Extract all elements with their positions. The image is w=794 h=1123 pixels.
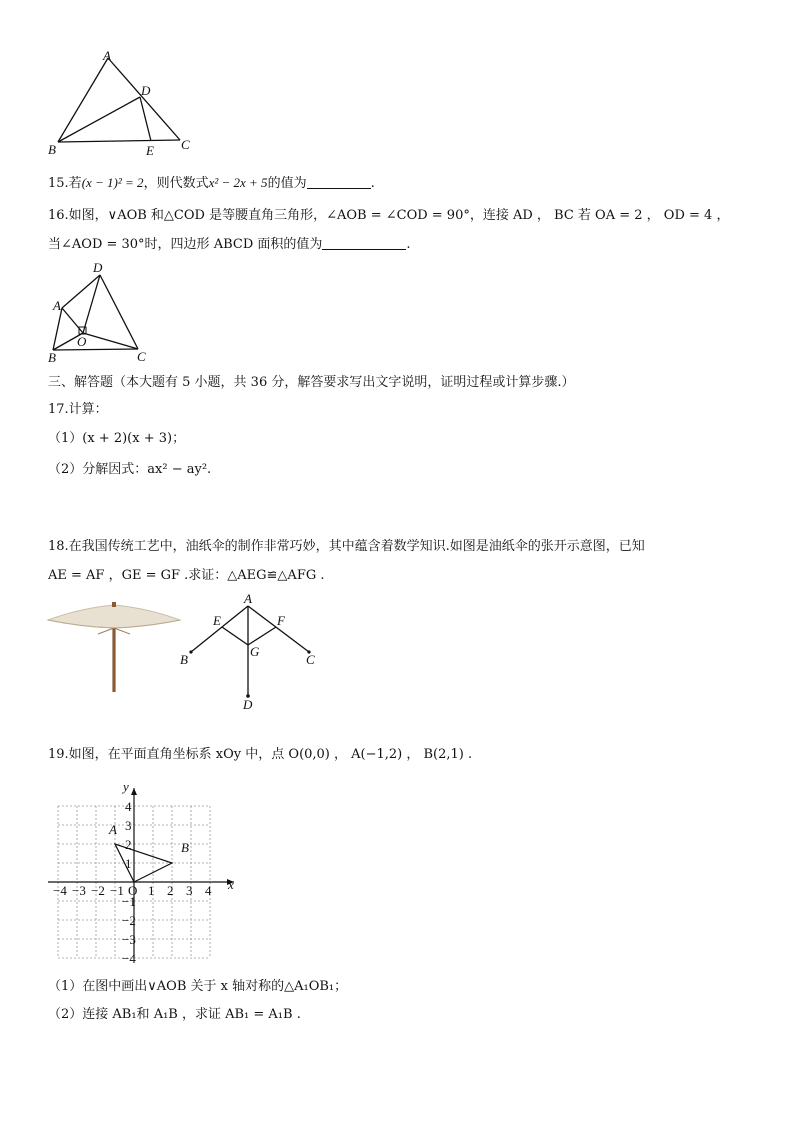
oil-paper-umbrella-illustration — [46, 600, 186, 700]
x-tick-label: −4 — [53, 883, 67, 898]
axis-label-y: y — [123, 779, 129, 794]
y-tick-label: −4 — [122, 951, 136, 966]
question-15 — [48, 174, 375, 193]
question-18-line2: AE = AF ，GE = GF .求证：△AEG≌△AFG . — [48, 568, 325, 583]
label-O: O — [77, 334, 87, 349]
q15-expr: (x − 1)² = 2 — [81, 175, 144, 190]
question-19-part1: （1）在图中画出∨AOB 关于 x 轴对称的△A₁OB₁； — [48, 979, 348, 994]
label-D: D — [243, 697, 253, 712]
y-tick-label: 1 — [125, 856, 132, 871]
question-17-title: 17.计算： — [48, 402, 108, 417]
x-tick-label: −3 — [72, 883, 86, 898]
y-tick-label: 2 — [125, 837, 132, 852]
q15-expr2: x² − 2x + 5 — [208, 175, 268, 190]
label-C: C — [306, 652, 315, 667]
section-3-heading: 三、解答题（本大题有 5 小题，共 36 分，解答要求写出文字说明，证明过程或计算步骤.） — [48, 375, 575, 390]
label-C: C — [181, 137, 190, 152]
q16-line2-text: 当∠AOD = 30°时，四边形 ABCD 面积的值为 — [48, 237, 323, 252]
q15-answer-blank[interactable] — [307, 176, 371, 189]
label-A: A — [244, 592, 252, 606]
y-tick-label: 4 — [125, 799, 132, 814]
label-D: D — [93, 260, 103, 275]
label-B: B — [48, 350, 56, 365]
label-B: B — [180, 652, 188, 667]
label-A: A — [53, 298, 61, 313]
x-tick-label: 1 — [148, 883, 155, 898]
x-tick-label: 4 — [205, 883, 212, 898]
umbrella-schematic-figure — [176, 592, 326, 714]
label-E: E — [146, 143, 154, 158]
label-B: B — [48, 142, 56, 157]
question-16-line1: 16.如图，∨AOB 和△COD 是等腰直角三角形，∠AOB = ∠COD = 90°，连接 AD ， BC 若 OA = 2 ， OD = 4 ， — [48, 208, 730, 223]
label-G: G — [250, 644, 260, 659]
axis-label-x: x — [228, 877, 234, 892]
label-A: A — [103, 48, 111, 63]
q16-answer-blank[interactable] — [322, 237, 406, 250]
q16-end: . — [406, 237, 411, 252]
y-tick-label: −2 — [122, 913, 136, 928]
x-tick-label: 3 — [186, 883, 193, 898]
label-D: D — [141, 83, 151, 98]
question-19-line1: 19.如图，在平面直角坐标系 xOy 中，点 O(0,0) ， A(−1,2) ， B(2,1) . — [48, 747, 473, 762]
q15-text-c: 的值为 — [267, 176, 307, 191]
y-tick-label: −1 — [122, 894, 136, 909]
origin-label: O — [128, 883, 138, 898]
question-19-part2: （2）连接 AB₁和 A₁B ，求证 AB₁ = A₁B . — [48, 1007, 301, 1022]
point-label-B: B — [181, 840, 189, 855]
x-tick-label: 2 — [167, 883, 174, 898]
coordinate-grid-figure — [44, 778, 244, 968]
point-label-A: A — [109, 822, 117, 837]
q15-text-a: 15.若 — [48, 176, 82, 191]
x-tick-label: −2 — [91, 883, 105, 898]
label-C: C — [137, 349, 146, 364]
question-18-line1: 18.在我国传统工艺中，油纸伞的制作非常巧妙，其中蕴含着数学知识.如图是油纸伞的张开示意图，已知 — [48, 539, 645, 554]
quadrilateral-figure-q16 — [45, 258, 160, 366]
label-F: F — [277, 613, 285, 628]
q15-end: . — [370, 176, 375, 191]
question-17-part2: （2）分解因式：ax² − ay². — [48, 462, 212, 477]
triangle-figure-top — [40, 45, 210, 165]
question-17-part1: （1）(x + 2)(x + 3)； — [48, 431, 186, 446]
x-tick-label: −1 — [110, 883, 124, 898]
y-tick-label: −3 — [122, 932, 136, 947]
question-16-line2 — [48, 236, 411, 254]
y-tick-label: 3 — [125, 818, 132, 833]
q15-text-b: ，则代数式 — [143, 176, 209, 191]
label-E: E — [213, 613, 221, 628]
